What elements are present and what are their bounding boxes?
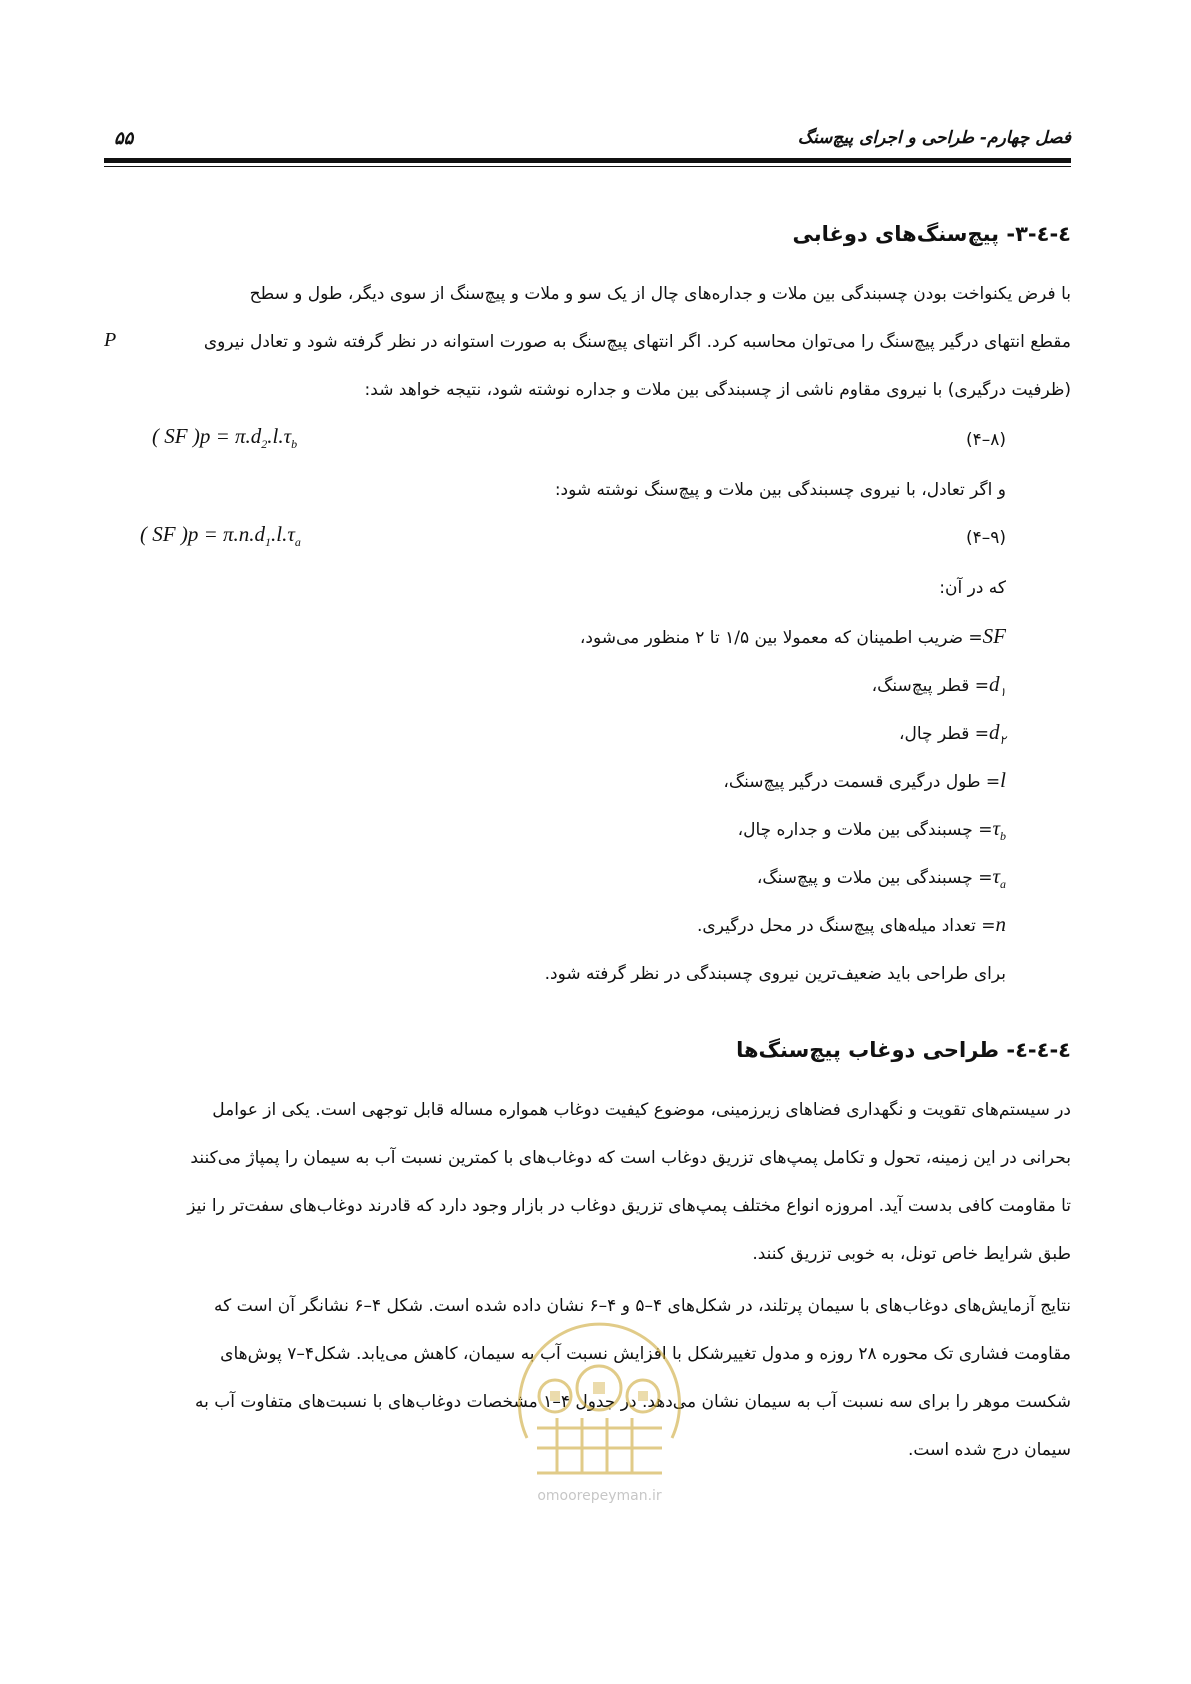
paragraph-line: سیمان درج شده است.	[908, 1440, 1071, 1460]
paragraph-line: طبق شرایط خاص تونل، به خوبی تزریق کنند.	[752, 1244, 1071, 1264]
symbol-base: τ	[992, 816, 1000, 840]
watermark-seal-icon	[497, 1288, 702, 1483]
definition-text: = قطر چال،	[899, 724, 990, 744]
page-header	[104, 128, 1071, 158]
definition-item	[697, 912, 1006, 937]
definition-text: = چسبندگی بین ملات و جداره چال،	[737, 820, 993, 840]
definition-text: = قطر پیچ‌سنگ،	[871, 676, 990, 696]
watermark-site: omoorepeyman.ir	[537, 1488, 662, 1504]
definition-item	[899, 720, 1006, 748]
definition-text: = ضریب اطمینان که معمولا بین ۱/۵ تا ۲ منظور می‌شود،	[579, 628, 983, 648]
symbol-base: d	[989, 720, 1000, 744]
definition-symbol: SF	[982, 624, 1006, 648]
running-title: فصل چهارم- طراحی و اجرای پیچ‌سنگ	[797, 128, 1071, 148]
equation-number: (۸–۴)	[965, 430, 1006, 450]
closing-sentence: برای طراحی باید ضعیف‌ترین نیروی چسبندگی در نظر گرفته شود.	[544, 964, 1006, 984]
equation-8-4	[152, 424, 297, 452]
definition-item	[757, 864, 1006, 892]
paragraph-line: (ظرفیت درگیری) با نیروی مقاوم ناشی از چسبندگی بین ملات و جداره نوشته شود، نتیجه خواهد شد:	[364, 380, 1071, 400]
definition-text: = چسبندگی بین ملات و پیچ‌سنگ،	[756, 868, 993, 888]
symbol-base: d	[989, 672, 1000, 696]
symbol-subscript: ۱	[999, 685, 1006, 700]
definition-item	[580, 624, 1006, 649]
section-heading-grouted-bolts: ٤-٤-٣- پیچ‌سنگ‌های دوغابی	[792, 222, 1071, 246]
definition-symbol	[992, 816, 1006, 844]
paragraph-line: تا مقاومت کافی بدست آید. امروزه انواع مختلف پمپ‌های تزریق دوغاب در بازار وجود دارد که قادرند دوغاب‌های سفت‌تر را نیز	[187, 1196, 1071, 1216]
paragraph-line: بحرانی در این زمینه، تحول و تکامل پمپ‌های تزریق دوغاب است که دوغاب‌های با کمترین نسبت آب به سیمان را پمپاژ می‌کنند	[190, 1148, 1071, 1168]
equation-subscript: 2	[261, 437, 268, 452]
definition-item	[872, 672, 1006, 700]
definition-symbol	[992, 864, 1006, 892]
equation-subscript: b	[291, 437, 298, 452]
page-number: ۵۵	[114, 128, 134, 149]
symbol-subscript: a	[1000, 877, 1006, 892]
definition-symbol: n	[995, 912, 1006, 936]
equation-lhs: ( SF )p = π.d	[152, 424, 262, 448]
paragraph-line: با فرض یکنواخت بودن چسبندگی بین ملات و جداره‌های چال از یک سو و ملات و پیچ‌سنگ از سوی دیگر، طول و سطح	[249, 284, 1071, 304]
header-rule-thick	[104, 158, 1071, 163]
paragraph-text: مقطع انتهای درگیر پیچ‌سنگ را می‌توان محاسبه کرد. اگر انتهای پیچ‌سنگ به صورت استوانه در نظر گرفته شود و تعادل نیروی	[203, 332, 1071, 352]
definition-symbol: l	[1000, 768, 1006, 792]
header-rule-thin	[104, 166, 1071, 167]
symbol-subscript: ۲	[999, 733, 1006, 748]
symbol-base: τ	[992, 864, 1000, 888]
paragraph-line: مقاومت فشاری تک محوره ۲۸ روزه و مدول تغییرشکل با افزایش نسبت آب به سیمان، کاهش می‌یابد. شکل۴–۷ پوش‌های	[220, 1344, 1071, 1364]
definition-text: = طول درگیری قسمت درگیر پیچ‌سنگ،	[723, 772, 1001, 792]
section-heading-grout-design: ٤-٤-٤- طراحی دوغاب پیچ‌سنگ‌ها	[736, 1038, 1071, 1062]
symbol-subscript: b	[1000, 829, 1006, 844]
equation-subscript: 1	[265, 535, 272, 550]
paragraph-line: شکست موهر را برای سه نسبت آب به سیمان نشان می‌دهد. در جدول ۴–۱ مشخصات دوغاب‌های با نسبت‌های متفاوت آب به	[194, 1392, 1071, 1412]
where-text: که در آن:	[939, 578, 1006, 598]
equation-rest: .l.τ	[271, 522, 295, 546]
equation-rest: .l.τ	[267, 424, 292, 448]
definition-text: = تعداد میله‌های پیچ‌سنگ در محل درگیری.	[697, 916, 996, 936]
paragraph-line: در سیستم‌های تقویت و نگهداری فضاهای زیرزمینی، موضوع کیفیت دوغاب همواره مساله قابل توجهی است. یکی از عوامل	[212, 1100, 1071, 1120]
force-symbol: P	[104, 329, 117, 351]
definition-symbol	[989, 672, 1006, 700]
watermark	[497, 1288, 702, 1508]
definition-item	[723, 768, 1006, 793]
equation-number: (۹–۴)	[965, 528, 1006, 548]
definition-symbol	[989, 720, 1006, 748]
paragraph-line	[104, 330, 1071, 354]
equation-9-4	[140, 522, 301, 550]
paragraph-line: نتایج آزمایش‌های دوغاب‌های با سیمان پرتلند، در شکل‌های ۴–۵ و ۴–۶ نشان داده شده است. شکل ۴–۶ نشانگر آن است که	[214, 1296, 1071, 1316]
paragraph-line: و اگر تعادل، با نیروی چسبندگی بین ملات و پیچ‌سنگ نوشته شود:	[554, 480, 1006, 500]
definition-item	[738, 816, 1006, 844]
equation-lhs: ( SF )p = π.n.d	[140, 522, 266, 546]
equation-subscript: a	[294, 535, 301, 550]
